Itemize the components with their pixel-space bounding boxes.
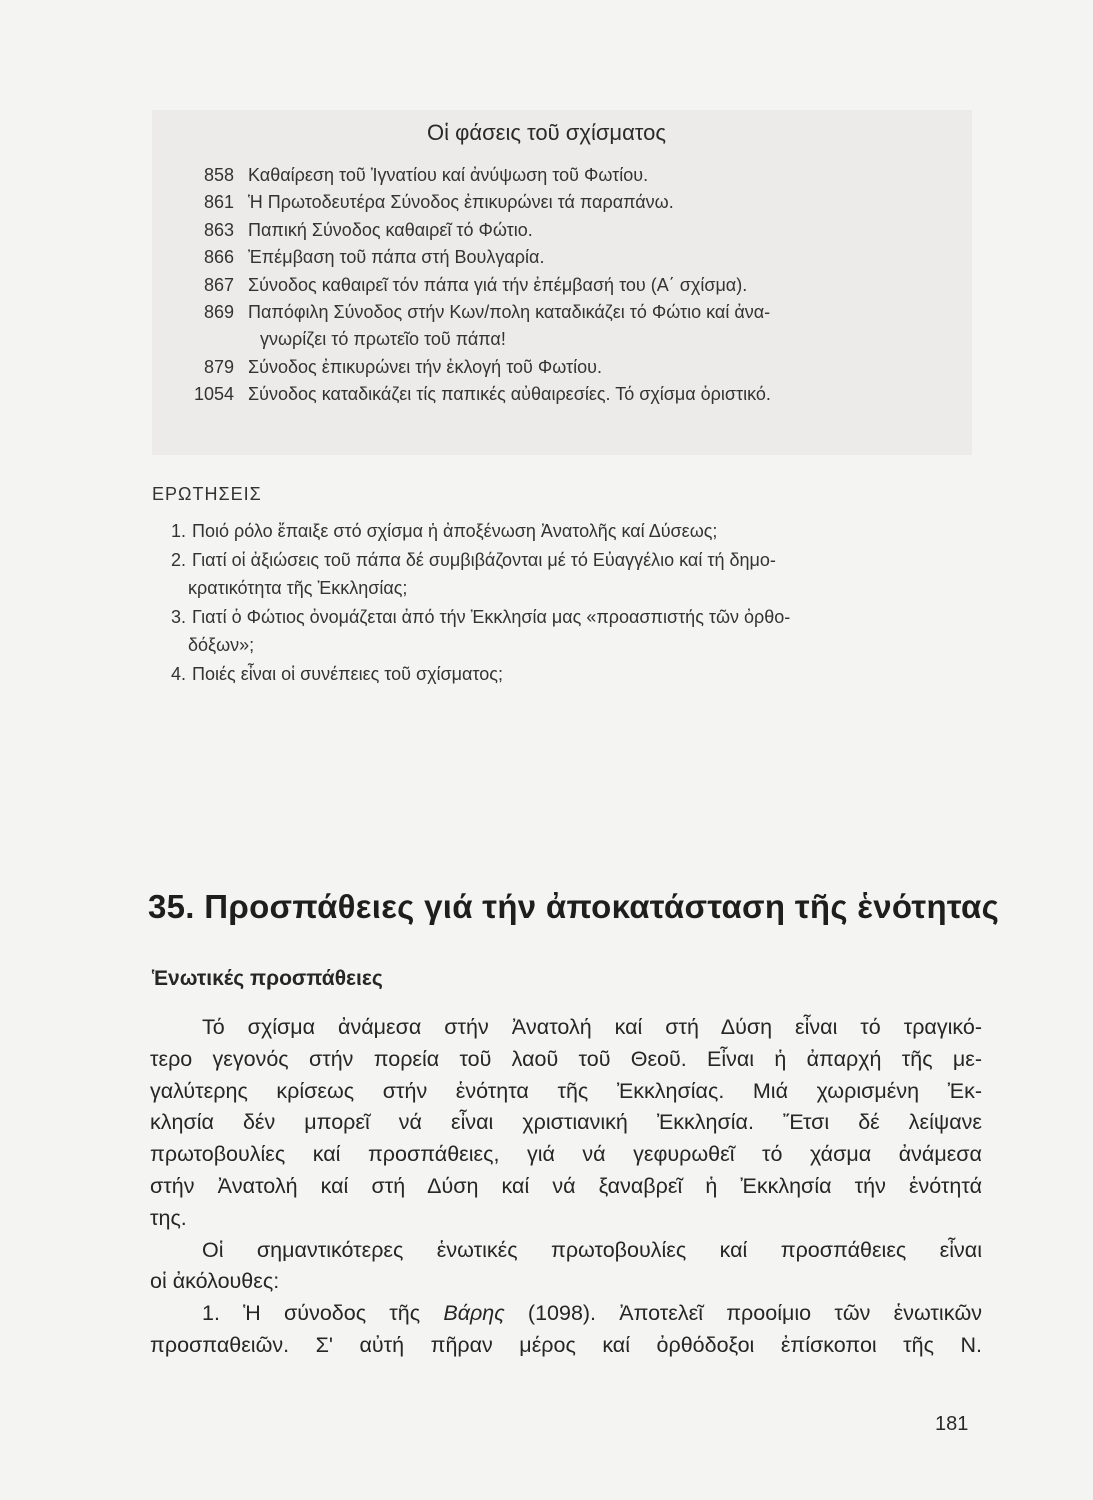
body-line: Οἱ σημαντικότερες ἑνωτικές πρωτοβουλίες καί προσπάθειες εἶναι bbox=[202, 1237, 982, 1262]
timeline-year: 867 bbox=[203, 274, 234, 295]
timeline-row bbox=[150, 354, 970, 381]
timeline-text: Ἐπέμβαση τοῦ πάπα στή Βουλγαρία. bbox=[248, 247, 545, 268]
list-item-1-prefix: 1. Ἡ σύνοδος τῆς bbox=[202, 1301, 444, 1326]
question-text: Γιατί ὁ Φώτιος ὀνομάζεται ἀπό τήν Ἐκκλησία μας «προασπιστής τῶν ὀρθο- bbox=[192, 606, 791, 627]
body-line: πρωτοβουλίες καί προσπάθειες, γιά νά γεφυρωθεῖ τό χάσμα ἀνάμεσα bbox=[150, 1142, 982, 1167]
question-item bbox=[150, 546, 990, 575]
question-number: 1. bbox=[170, 521, 186, 541]
list-item-1-rest: (1098). Ἀποτελεῖ προοίμιο τῶν ἑνωτικῶν bbox=[504, 1301, 982, 1326]
body-line: Τό σχίσμα ἀνάμεσα στήν Ἀνατολή καί στή Δύση εἶναι τό τραγικό- bbox=[202, 1015, 982, 1039]
timeline-text-continued: γνωρίζει τό πρωτεῖο τοῦ πάπα! bbox=[260, 329, 506, 350]
timeline-row bbox=[150, 189, 970, 216]
timeline-text: Παπόφιλη Σύνοδος στήν Κων/πολη καταδικάζει τό Φώτιο καί ἀνα- bbox=[248, 302, 771, 323]
phases-timeline bbox=[150, 162, 970, 409]
timeline-year: 858 bbox=[203, 165, 234, 185]
phases-title: Οἱ φάσεις τοῦ σχίσματος bbox=[426, 120, 667, 145]
timeline-year: 866 bbox=[203, 247, 234, 268]
body-line: προσπαθειῶν. Σ' αὐτή πῆραν μέρος καί ὀρθόδοξοι ἐπίσκοποι τῆς Ν. bbox=[150, 1332, 982, 1357]
question-item bbox=[150, 660, 990, 689]
timeline-year: 869 bbox=[203, 302, 234, 323]
timeline-text: Σύνοδος ἐπικυρώνει τήν ἐκλογή τοῦ Φωτίου. bbox=[248, 356, 603, 377]
timeline-year: 861 bbox=[203, 192, 234, 213]
timeline-year: 863 bbox=[203, 219, 234, 240]
body-line: οἱ ἀκόλουθες: bbox=[150, 1269, 280, 1294]
question-text-continued: δόξων»; bbox=[188, 635, 255, 655]
chapter-title: 35. Προσπάθειες γιά τήν ἀποκατάσταση τῆς ἑνότητας bbox=[148, 888, 1000, 925]
question-item bbox=[150, 517, 990, 546]
question-item bbox=[150, 603, 990, 632]
timeline-text: Ἡ Πρωτοδευτέρα Σύνοδος ἐπικυρώνει τά παραπάνω. bbox=[248, 192, 674, 213]
timeline-row bbox=[150, 162, 970, 189]
section-subtitle: Ἑνωτικές προσπάθειες bbox=[152, 967, 383, 990]
questions-heading: ΕΡΩΤΗΣΕΙΣ bbox=[152, 484, 262, 504]
question-number: 2. bbox=[170, 549, 186, 570]
questions-list bbox=[150, 517, 990, 688]
timeline-row bbox=[150, 244, 970, 271]
body-line: της. bbox=[150, 1205, 187, 1230]
place-name-baris: Βάρης bbox=[443, 1301, 505, 1326]
timeline-row bbox=[150, 272, 970, 299]
list-item-1 bbox=[150, 1298, 982, 1330]
timeline-text: Καθαίρεση τοῦ Ἰγνατίου καί ἀνύψωση τοῦ Φωτίου. bbox=[248, 165, 649, 185]
page-number: 181 bbox=[935, 1413, 969, 1435]
body-line: τερο γεγονός στήν πορεία τοῦ λαοῦ τοῦ Θεοῦ. Εἶναι ἡ ἀπαρχή τῆς με- bbox=[150, 1046, 982, 1071]
timeline-row bbox=[150, 299, 970, 326]
timeline-text: Σύνοδος καθαιρεῖ τόν πάπα γιά τήν ἐπέμβασή του (Α΄ σχίσμα). bbox=[248, 274, 748, 295]
timeline-year: 1054 bbox=[193, 384, 234, 405]
question-number: 3. bbox=[170, 606, 186, 627]
question-text: Ποιό ρόλο ἔπαιξε στό σχίσμα ἡ ἀποξένωση Ἀνατολῆς καί Δύσεως; bbox=[192, 521, 718, 541]
timeline-text: Σύνοδος καταδικάζει τίς παπικές αὐθαιρεσίες. Τό σχίσμα ὁριστικό. bbox=[248, 384, 771, 405]
body-line: κλησία δέν μπορεῖ νά εἶναι χριστιανική Ἐκκλησία. Ἔτσι δέ λείψανε bbox=[150, 1110, 982, 1135]
question-text: Ποιές εἶναι οἱ συνέπειες τοῦ σχίσματος; bbox=[192, 663, 503, 684]
question-text-continued: κρατικότητα τῆς Ἐκκλησίας; bbox=[188, 578, 408, 598]
timeline-year: 879 bbox=[203, 356, 234, 377]
timeline-row bbox=[150, 217, 970, 244]
question-text: Γιατί οἱ ἀξιώσεις τοῦ πάπα δέ συμβιβάζονται μέ τό Εὐαγγέλιο καί τή δημο- bbox=[192, 549, 776, 570]
body-text bbox=[150, 1012, 982, 1362]
question-number: 4. bbox=[170, 663, 186, 684]
body-line: στήν Ἀνατολή καί στή Δύση καί νά ξαναβρεῖ ἡ Ἐκκλησία τήν ἑνότητά bbox=[150, 1173, 982, 1198]
timeline-text: Παπική Σύνοδος καθαιρεῖ τό Φώτιο. bbox=[248, 219, 533, 240]
timeline-row bbox=[150, 381, 970, 408]
body-line: γαλύτερης κρίσεως στήν ἑνότητα τῆς Ἐκκλησίας. Μιά χωρισμένη Ἐκ- bbox=[150, 1078, 982, 1103]
